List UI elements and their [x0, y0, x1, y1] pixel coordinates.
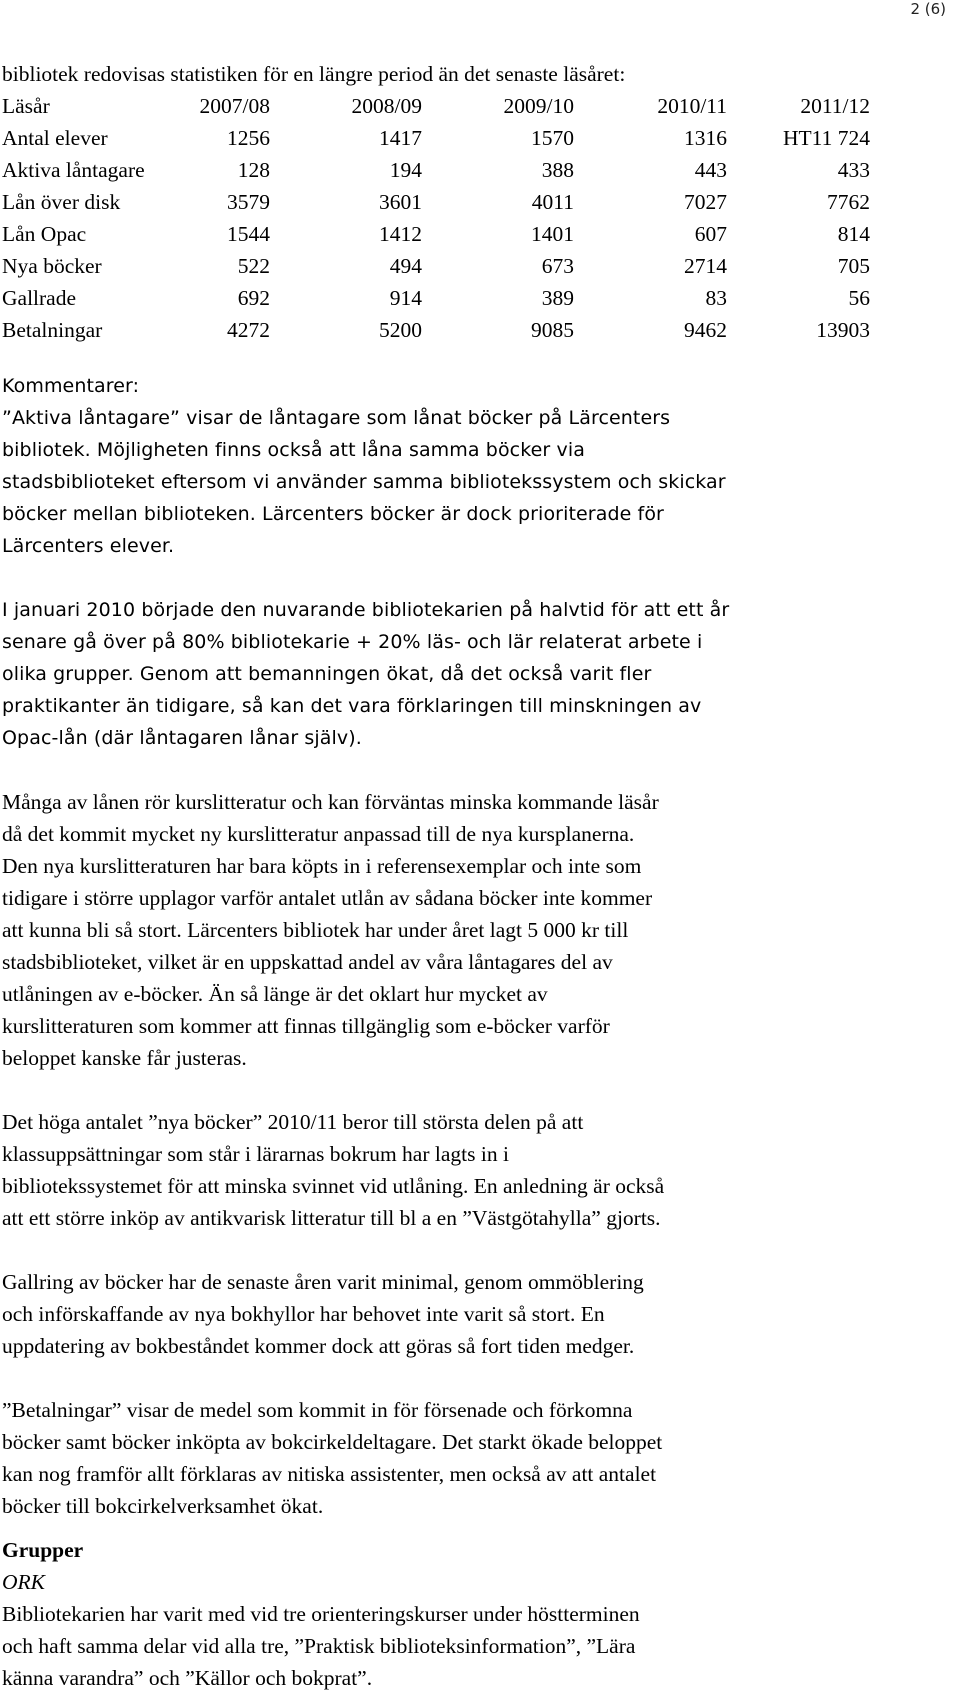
paragraph-payments: [2, 1394, 922, 1522]
paragraph-line: senare gå över på 80% bibliotekarie + 20% läs- och lär relaterat arbete i: [2, 631, 703, 653]
paragraph-line: beloppet kanske får justeras.: [2, 1046, 247, 1070]
paragraph-line: att ett större inköp av antikvarisk litteratur till bl a en ”Västgötahylla” gjorts.: [2, 1206, 661, 1230]
table-cell: 2011/12: [800, 94, 870, 118]
paragraph-line: utlåningen av e-böcker. Än så länge är det oklart hur mycket av: [2, 982, 548, 1006]
table-cell: 4011: [531, 190, 574, 214]
paragraph-line: I januari 2010 började den nuvarande bibliotekarien på halvtid för att ett år: [2, 599, 730, 621]
table-row-label: Betalningar: [2, 318, 103, 342]
paragraph-line: Många av lånen rör kurslitteratur och kan förväntas minska kommande läsår: [2, 790, 659, 814]
comments-line: böcker mellan biblioteken. Lärcenters böcker är dock prioriterade för: [2, 503, 664, 525]
document-body: [2, 58, 922, 1694]
table-cell: 1544: [227, 222, 270, 246]
table-cell: 443: [694, 158, 727, 182]
table-cell: 2007/08: [199, 94, 270, 118]
table-cell: 1417: [379, 126, 422, 150]
table-cell: 9462: [684, 318, 727, 342]
table-row-label: Läsår: [2, 94, 50, 118]
comments-label: Kommentarer:: [2, 375, 140, 397]
table-cell: HT11 724: [783, 126, 870, 150]
table-row-label: Lån över disk: [2, 190, 121, 214]
paragraph-weeding: [2, 1266, 922, 1362]
paragraph-line: ”Betalningar” visar de medel som kommit in för försenade och förkomna: [2, 1398, 633, 1422]
statistics-table-body: [2, 90, 870, 346]
table-cell: 2009/10: [503, 94, 574, 118]
table-cell: 3579: [227, 190, 270, 214]
paragraph-line: kan nog framför allt förklaras av nitiska assistenter, men också av att antalet: [2, 1462, 657, 1486]
table-cell: 1412: [379, 222, 422, 246]
table-row-label: Aktiva låntagare: [2, 158, 145, 182]
paragraph-line: tidigare i större upplagor varför antalet utlån av sådana böcker inte kommer: [2, 886, 653, 910]
table-cell: 814: [837, 222, 870, 246]
table-cell: 128: [237, 158, 270, 182]
paragraph-line: olika grupper. Genom att bemanningen ökat, då det också varit fler: [2, 663, 652, 685]
paragraph-staffing: [2, 594, 922, 754]
paragraph-line: Opac-lån (där låntagaren lånar själv).: [2, 727, 362, 749]
table-cell: 914: [389, 286, 422, 310]
table-cell: 4272: [227, 318, 270, 342]
table-cell: 673: [541, 254, 574, 278]
table-row-label: Gallrade: [2, 286, 77, 310]
groups-heading: Grupper: [2, 1538, 84, 1562]
table-cell: 388: [541, 158, 574, 182]
comments-line: Lärcenters elever.: [2, 535, 175, 557]
groups-subheading: ORK: [2, 1570, 45, 1594]
comments-line: bibliotek. Möjligheten finns också att låna samma böcker via: [2, 439, 585, 461]
paragraph-line: Den nya kurslitteraturen har bara köpts in i referensexemplar och inte som: [2, 854, 642, 878]
table-cell: 433: [837, 158, 870, 182]
paragraph-line: stadsbiblioteket, vilket är en uppskattad andel av våra låntagares del av: [2, 950, 613, 974]
table-cell: 7027: [684, 190, 727, 214]
groups-section: [2, 1534, 922, 1694]
comments-line: stadsbiblioteket eftersom vi använder samma bibliotekssystem och skickar: [2, 471, 726, 493]
table-cell: 1401: [531, 222, 574, 246]
table-row: [2, 122, 870, 154]
paragraph-line: praktikanter än tidigare, så kan det vara förklaringen till minskningen av: [2, 695, 702, 717]
table-cell: 692: [237, 286, 270, 310]
paragraph-new-books: [2, 1106, 922, 1234]
paragraph-line: uppdatering av bokbeståndet kommer dock att göras så fort tiden medger.: [2, 1334, 635, 1358]
table-cell: 56: [848, 286, 870, 310]
paragraph-line: Bibliotekarien har varit med vid tre orienteringskurser under höstterminen: [2, 1602, 640, 1626]
table-cell: 1570: [531, 126, 574, 150]
table-cell: 9085: [531, 318, 574, 342]
table-row: [2, 314, 870, 346]
table-cell: 607: [694, 222, 727, 246]
paragraph-line: och haft samma delar vid alla tre, ”Praktisk biblioteksinformation”, ”Lära: [2, 1634, 636, 1658]
comments-section: [2, 370, 922, 562]
table-row: [2, 186, 870, 218]
table-cell: 3601: [379, 190, 422, 214]
table-row: [2, 218, 870, 250]
statistics-table: [2, 90, 870, 346]
table-cell: 494: [389, 254, 422, 278]
paragraph-line: och införskaffande av nya bokhyllor har behovet inte varit så stort. En: [2, 1302, 605, 1326]
paragraph-line: bibliotekssystemet för att minska svinnet vid utlåning. En anledning är också: [2, 1174, 665, 1198]
table-cell: 194: [389, 158, 422, 182]
table-row: [2, 154, 870, 186]
paragraph-line: att kunna bli så stort. Lärcenters bibliotek har under året lagt 5 000 kr till: [2, 918, 629, 942]
table-cell: 7762: [827, 190, 870, 214]
paragraph-line: Gallring av böcker har de senaste åren varit minimal, genom ommöblering: [2, 1270, 644, 1294]
page-number: 2 (6): [910, 0, 946, 18]
paragraph-line: känna varandra” och ”Källor och bokprat”.: [2, 1666, 373, 1690]
table-cell: 2714: [684, 254, 727, 278]
table-row: [2, 250, 870, 282]
table-row: [2, 282, 870, 314]
table-cell: 705: [837, 254, 870, 278]
table-header-row: [2, 90, 870, 122]
table-cell: 2010/11: [657, 94, 727, 118]
table-cell: 522: [237, 254, 270, 278]
comments-line: ”Aktiva låntagare” visar de låntagare som lånat böcker på Lärcenters: [2, 407, 671, 429]
table-cell: 13903: [816, 318, 870, 342]
intro-text: bibliotek redovisas statistiken för en längre period än det senaste läsåret:: [2, 62, 626, 86]
table-cell: 5200: [379, 318, 422, 342]
paragraph-line: böcker till bokcirkelverksamhet ökat.: [2, 1494, 324, 1518]
paragraph-line: kurslitteraturen som kommer att finnas tillgänglig som e-böcker varför: [2, 1014, 610, 1038]
paragraph-line: klassuppsättningar som står i lärarnas bokrum har lagts in i: [2, 1142, 509, 1166]
table-cell: 2008/09: [351, 94, 422, 118]
table-row-label: Antal elever: [2, 126, 108, 150]
paragraph-line: Det höga antalet ”nya böcker” 2010/11 beror till största delen på att: [2, 1110, 584, 1134]
paragraph-course-literature: [2, 786, 922, 1074]
paragraph-line: då det kommit mycket ny kurslitteratur anpassad till de nya kursplanerna.: [2, 822, 635, 846]
table-cell: 83: [705, 286, 727, 310]
table-cell: 389: [541, 286, 574, 310]
table-row-label: Lån Opac: [2, 222, 87, 246]
table-row-label: Nya böcker: [2, 254, 102, 278]
table-cell: 1256: [227, 126, 270, 150]
table-cell: 1316: [684, 126, 727, 150]
paragraph-line: böcker samt böcker inköpta av bokcirkeldeltagare. Det starkt ökade beloppet: [2, 1430, 663, 1454]
